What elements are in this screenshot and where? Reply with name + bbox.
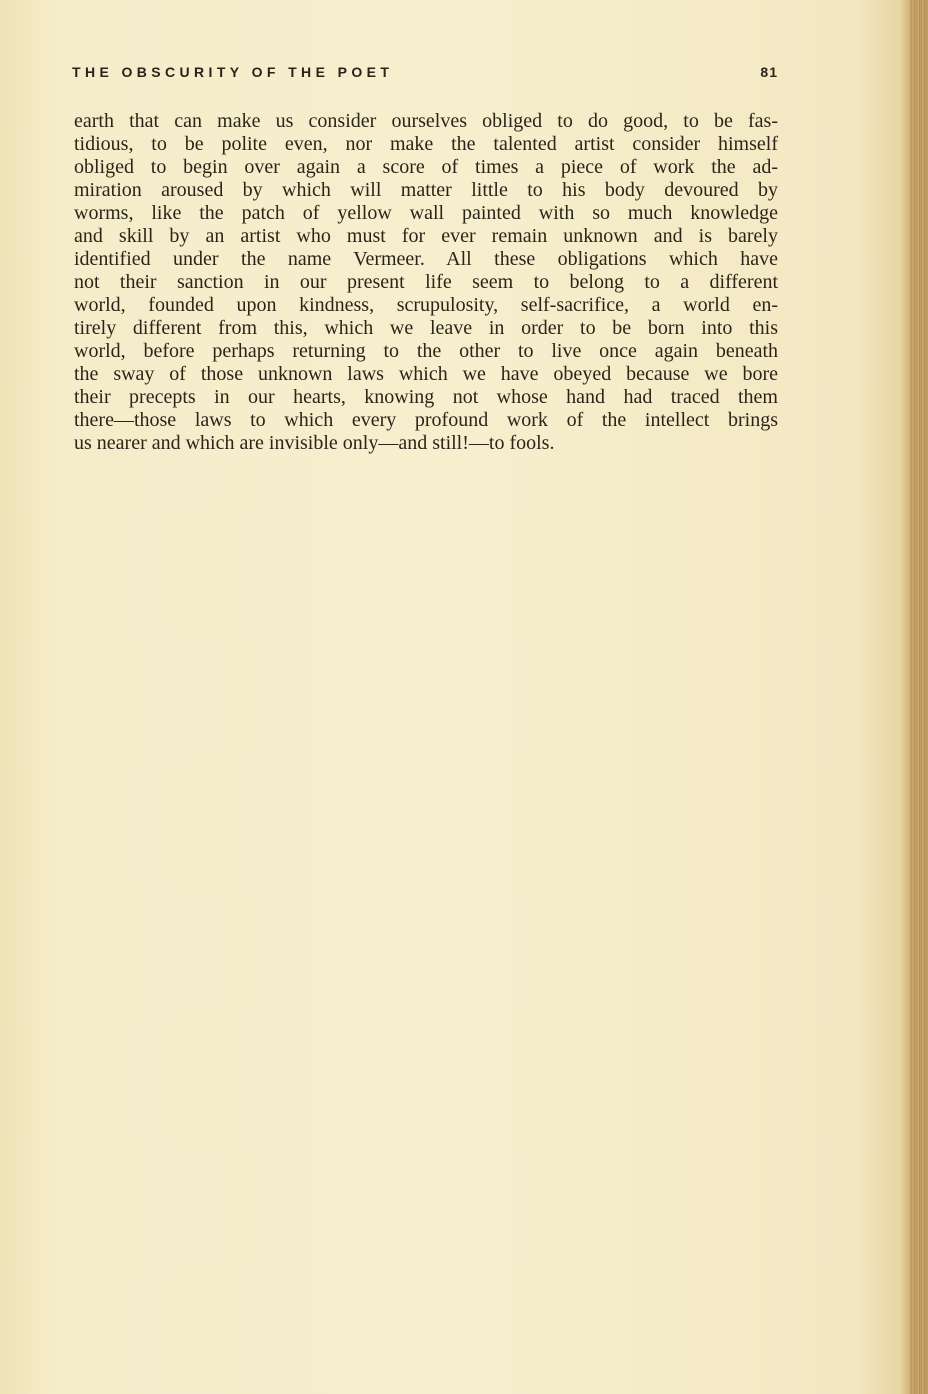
text-line: and skill by an artist who must for ever remain unknown and is barely xyxy=(74,225,778,247)
text-line: world, before perhaps returning to the other to live once again beneath xyxy=(74,340,778,362)
text-line: their precepts in our hearts, knowing not whose hand had traced them xyxy=(74,386,778,408)
running-title: THE OBSCURITY OF THE POET xyxy=(72,64,394,80)
text-line: identified under the name Vermeer. All these obligations which have xyxy=(74,248,778,270)
text-line: us nearer and which are invisible only—and still!—to fools. xyxy=(74,432,555,454)
running-head xyxy=(72,60,778,84)
text-line: obliged to begin over again a score of times a piece of work the ad- xyxy=(74,156,778,178)
text-line: miration aroused by which will matter little to his body devoured by xyxy=(74,179,778,201)
body-paragraph xyxy=(74,110,778,455)
text-line: tidious, to be polite even, nor make the talented artist consider himself xyxy=(74,133,778,155)
text-line: not their sanction in our present life seem to belong to a different xyxy=(74,271,778,293)
text-line: there—those laws to which every profound work of the intellect brings xyxy=(74,409,778,431)
page-edge xyxy=(910,0,928,1394)
page-number: 81 xyxy=(760,64,778,80)
text-line: the sway of those unknown laws which we have obeyed because we bore xyxy=(74,363,778,385)
text-line: world, founded upon kindness, scrupulosity, self-sacrifice, a world en- xyxy=(74,294,778,316)
text-line: earth that can make us consider ourselves obliged to do good, to be fas- xyxy=(74,110,778,132)
text-line: tirely different from this, which we leave in order to be born into this xyxy=(74,317,778,339)
text-line: worms, like the patch of yellow wall painted with so much knowledge xyxy=(74,202,778,224)
